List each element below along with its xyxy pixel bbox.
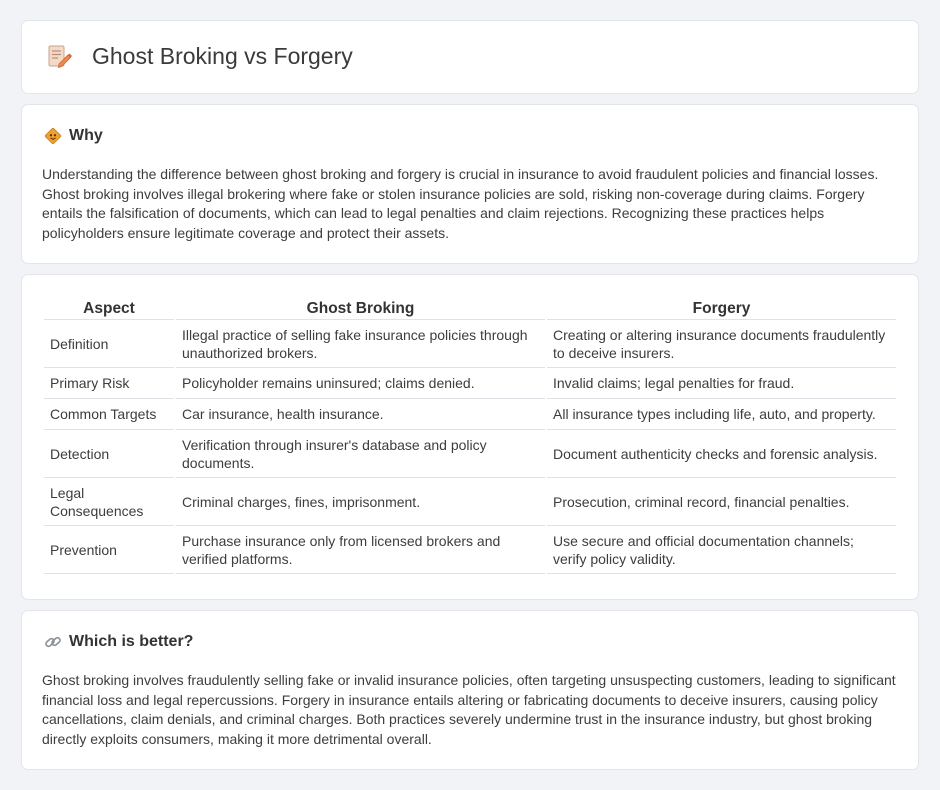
better-heading: Which is better? (69, 633, 194, 650)
row-ghost-broking: Criminal charges, fines, imprisonment. (176, 480, 545, 526)
row-forgery: All insurance types including life, auto, and property. (547, 401, 896, 430)
why-heading: Why (69, 127, 103, 144)
row-aspect: Legal Consequences (44, 480, 174, 526)
table-row (44, 322, 896, 368)
row-aspect: Prevention (44, 528, 174, 574)
why-paragraph: Understanding the difference between ghost broking and forgery is crucial in insurance to avoid fraudulent policies and financial losses. Ghost broking involves illegal brokering where fake or stolen insurance policies are sold, risking non-coverage during claims. Forgery entails the falsification of documents, which can lead to legal penalties and claim rejections. Recognizing these practices helps policyholders ensure legitimate coverage and protect their assets. (42, 166, 879, 241)
table-row (44, 480, 896, 526)
title-row (46, 43, 353, 70)
which-better-card (21, 610, 919, 770)
row-aspect: Common Targets (44, 401, 174, 430)
table-header-row (44, 298, 896, 320)
row-ghost-broking: Illegal practice of selling fake insurance policies through unauthorized brokers. (176, 322, 545, 368)
row-forgery: Invalid claims; legal penalties for fraud. (547, 370, 896, 399)
page-title: Ghost Broking vs Forgery (92, 43, 353, 69)
row-forgery: Document authenticity checks and forensic analysis. (547, 432, 896, 478)
row-aspect: Primary Risk (44, 370, 174, 399)
better-paragraph: Ghost broking involves fraudulently selling fake or invalid insurance policies, often targeting unsuspecting customers, leading to significant financial loss and legal repercussions. Forgery in insurance entails altering or fabricating documents to deceive insurers, causing policy cancellations, claim denials, and criminal charges. Both practices severely undermine trust in the insurance industry, but ghost broking directly exploits consumers, making it more detrimental overall. (42, 672, 896, 747)
table-row (44, 528, 896, 574)
why-heading-row (44, 127, 103, 145)
header-forgery: Forgery (547, 298, 896, 320)
table-row (44, 401, 896, 430)
document-pencil-icon (46, 44, 72, 70)
header-card (21, 20, 919, 94)
comparison-card (21, 274, 919, 600)
row-forgery: Use secure and official documentation channels; verify policy validity. (547, 528, 896, 574)
row-aspect: Definition (44, 322, 174, 368)
row-aspect: Detection (44, 432, 174, 478)
row-forgery: Prosecution, criminal record, financial penalties. (547, 480, 896, 526)
row-ghost-broking: Car insurance, health insurance. (176, 401, 545, 430)
row-ghost-broking: Verification through insurer's database and policy documents. (176, 432, 545, 478)
table-row (44, 370, 896, 399)
diamond-sign-icon (44, 127, 62, 145)
header-aspect: Aspect (44, 298, 174, 320)
better-heading-row (44, 633, 193, 651)
comparison-table (42, 296, 898, 576)
row-forgery: Creating or altering insurance documents fraudulently to deceive insurers. (547, 322, 896, 368)
why-card (21, 104, 919, 264)
link-icon (44, 633, 62, 651)
header-ghost-broking: Ghost Broking (176, 298, 545, 320)
row-ghost-broking: Purchase insurance only from licensed brokers and verified platforms. (176, 528, 545, 574)
table-row (44, 432, 896, 478)
row-ghost-broking: Policyholder remains uninsured; claims denied. (176, 370, 545, 399)
